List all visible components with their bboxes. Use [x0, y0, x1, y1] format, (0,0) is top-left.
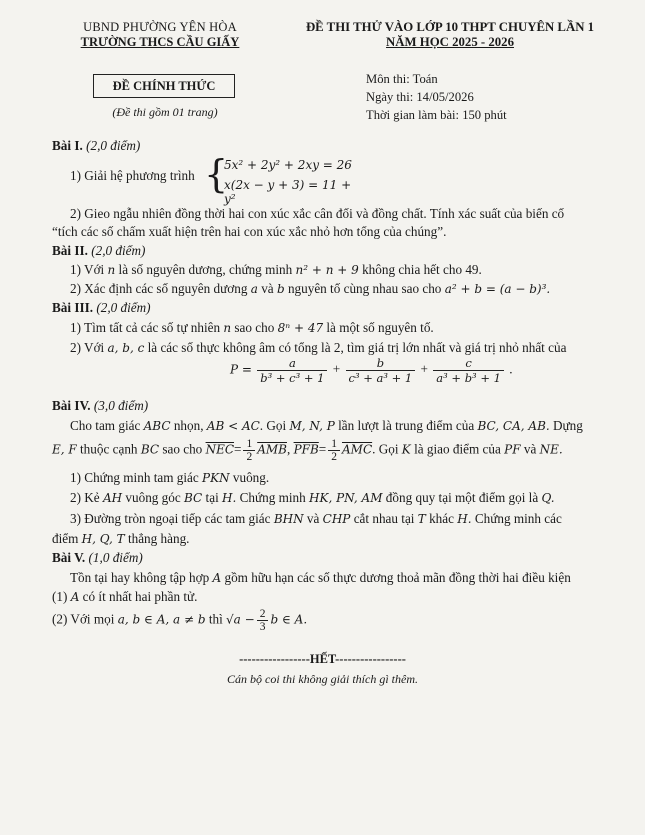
p-lhs: P = — [230, 362, 252, 377]
half-frac-2 — [328, 438, 340, 463]
page-note: (Đề thi gồm 01 trang) — [112, 105, 218, 119]
bai5-c1-var: A — [70, 590, 80, 604]
bai4-mnp: M, N, P — [289, 419, 335, 433]
exam-meta — [366, 70, 507, 124]
bai4-bhn: BHN — [273, 512, 304, 526]
bai5-points: (1,0 điểm) — [88, 550, 143, 565]
arc-pfb: $\overline{PFB}$ — [293, 442, 319, 457]
system-eq2: x(2x − y + 3) = 11 + y² — [224, 178, 352, 206]
bai5-c1-b: có ít nhất hai phần tử. — [82, 589, 198, 604]
p-period: . — [509, 361, 513, 377]
bai5-c2-tail: b ∈ A. — [270, 612, 308, 627]
bai2-q2-b: và — [261, 281, 274, 296]
bai4-q2-a: 2) Kẻ — [70, 490, 100, 505]
half-den-2: 2 — [331, 451, 337, 463]
bai1-q1-text: 1) Giải hệ phương trình — [70, 168, 195, 183]
bai4-ah: AH — [102, 491, 123, 505]
bai5-frac — [257, 608, 269, 633]
bai3-q1-expr: 8ⁿ + 47 — [277, 321, 324, 335]
bai3-q2-a: 2) Với — [70, 340, 105, 355]
bai3-q2 — [70, 340, 566, 356]
bai4-q2-b: vuông góc — [125, 490, 181, 505]
bai4-ef: E, F — [52, 442, 77, 457]
bai2-q1 — [70, 262, 482, 278]
p-num-1: a — [257, 356, 327, 371]
equation-system — [204, 152, 364, 206]
bai3-q1-var: n — [223, 321, 232, 335]
arc-amc: $\overline{AMC}$ — [341, 442, 373, 457]
bai4-intro2-b: sao cho — [162, 441, 203, 457]
bai3-points: (2,0 điểm) — [96, 300, 151, 315]
bai4-q3-line2-b: thẳng hàng. — [127, 531, 190, 546]
exam-date: Ngày thi: 14/05/2026 — [366, 90, 474, 104]
bai3-heading — [52, 300, 151, 316]
bai4-intro1-a: Cho tam giác — [70, 418, 141, 433]
bai5-frac-num: 2 — [257, 608, 269, 621]
bai3-q1-b: sao cho — [234, 320, 275, 335]
bai4-ne: NE. — [539, 442, 563, 457]
bai5-cond1 — [52, 589, 197, 605]
bai4-pf: PF — [504, 442, 521, 457]
bai4-intro1-d: lần lượt là trung điểm của — [338, 418, 475, 433]
bai4-intro2-and: và — [523, 441, 537, 457]
bai4-q2-c: tại — [205, 490, 219, 505]
bai4-q3-and: và — [306, 511, 320, 526]
bai4-q1-a: 1) Chứng minh tam giác — [70, 470, 199, 485]
school-name: TRƯỜNG THCS CẦU GIẤY — [80, 35, 240, 49]
bai4-q2-d: Chứng minh — [239, 490, 306, 505]
p-den-2: c³ + a³ + 1 — [348, 371, 413, 385]
bai3-q1-c: là một số nguyên tố. — [326, 320, 434, 335]
bai4-intro2-a: thuộc cạnh — [80, 441, 138, 457]
exam-duration: Thời gian làm bài: 150 phút — [366, 108, 507, 122]
bai3-q2-b: là các số thực không âm có tổng là 2, tìm giá trị lớn nhất và giá trị nhỏ nhất của — [147, 340, 567, 355]
bai4-intro-line2 — [52, 438, 563, 463]
system-eq1: 5x² + 2y² + 2xy = 26 — [224, 158, 352, 172]
half-num-2: 1 — [328, 438, 340, 451]
bai5-intro-var: A — [212, 571, 222, 585]
p-plus-2: + — [420, 361, 428, 377]
comma-1: , — [286, 441, 291, 457]
bai4-q3-c: khác — [429, 511, 454, 526]
subject: Môn thi: Toán — [366, 72, 438, 86]
end-mark: -----------------HẾT----------------- — [239, 652, 406, 666]
p-num-2: b — [346, 356, 416, 371]
bai3-q2-vars: a, b, c — [107, 341, 145, 355]
bai2-q1-b: là số nguyên dương, chứng minh — [118, 262, 293, 277]
bai5-c2-sqrt: √a − — [226, 612, 255, 627]
bai2-q2-var-a: a — [250, 282, 258, 296]
bai4-q3-line2 — [52, 531, 189, 547]
bai4-title: Bài IV. — [52, 398, 91, 413]
bai1-q2-line1: 2) Gieo ngẫu nhiên đồng thời hai con xúc xắc cân đối và đồng chất. Tính xác suất của biến cố — [70, 206, 565, 221]
bai5-c2-a: (2) Với mọi — [52, 611, 115, 627]
bai1-heading — [52, 138, 140, 154]
bai4-abc: ABC — [143, 419, 171, 433]
bai5-intro-a: Tồn tại hay không tập hợp — [70, 570, 210, 585]
bai5-title: Bài V. — [52, 550, 86, 565]
half-den-1: 2 — [246, 451, 253, 463]
authority-name: UBND PHƯỜNG YÊN HÒA — [83, 20, 237, 34]
bai4-intro1-c: . Gọi — [259, 418, 287, 433]
bai4-intro2-c: . Gọi — [372, 441, 399, 457]
bai5-heading — [52, 550, 143, 566]
bai4-ineq: AB < AC — [206, 419, 260, 433]
p-formula — [230, 356, 513, 385]
p-den-1: b³ + c³ + 1 — [260, 371, 325, 385]
bai4-heading — [52, 398, 148, 414]
p-frac-3 — [433, 356, 504, 385]
bai5-c1-a: (1) — [52, 589, 68, 604]
bai4-t: T — [417, 512, 426, 526]
bai4-intro1-b: nhọn, — [173, 418, 204, 433]
bai4-q2-lines: HK, PN, AM — [309, 491, 383, 505]
bai2-points: (2,0 điểm) — [91, 243, 146, 258]
bai4-q3-b: cắt nhau tại — [353, 511, 415, 526]
bai2-q2-a: 2) Xác định các số nguyên dương — [70, 281, 248, 296]
bai4-k: K — [401, 442, 411, 457]
header-right — [290, 20, 610, 50]
half-frac-1 — [243, 438, 255, 463]
bai5-frac-den: 3 — [259, 621, 266, 633]
bai4-sides: BC, CA, AB. — [477, 419, 550, 433]
bai1-points: (2,0 điểm) — [86, 138, 141, 153]
bai4-q2-e: đồng quy tại một điểm gọi là — [385, 490, 539, 505]
bai3-q1-a: 1) Tìm tất cả các số tự nhiên — [70, 320, 221, 335]
bai1-q2-line2: “tích các số chấm xuất hiện trên hai con xúc xắc nhỏ hơn tổng của chúng”. — [52, 224, 447, 239]
bai4-q1 — [70, 470, 269, 486]
bai4-q2 — [70, 490, 555, 506]
bai5-intro-b: gồm hữu hạn các số thực dương thoả mãn đồng thời hai điều kiện — [224, 570, 571, 585]
bai4-intro1-e: Dựng — [553, 418, 583, 433]
bai4-pkn: PKN — [202, 471, 230, 485]
bai5-cond2 — [52, 608, 307, 633]
arc-nec: $\overline{NEC}$ — [205, 442, 235, 457]
bai2-title: Bài II. — [52, 243, 88, 258]
eq-1: = — [234, 441, 242, 457]
bai4-hqt: H, Q, T — [81, 532, 125, 546]
bai2-q1-var: n — [107, 263, 116, 277]
bai3-title: Bài III. — [52, 300, 94, 315]
bai4-q3-line1 — [70, 511, 562, 527]
bai1-title: Bài I. — [52, 138, 83, 153]
bai4-q2-h: H. — [222, 491, 237, 505]
p-frac-1 — [257, 356, 327, 385]
bai4-q3-d: Chứng minh các — [474, 511, 562, 526]
system-brace: { — [204, 152, 229, 196]
bai4-q3-line2-a: điểm — [52, 531, 79, 546]
bai4-q3-a: 3) Đường tròn ngoại tiếp các tam giác — [70, 511, 271, 526]
eq-2: = — [318, 441, 327, 457]
bai2-q1-expr: n² + n + 9 — [295, 263, 359, 277]
bai3-q1 — [70, 320, 434, 336]
bai5-c2-cond: a, b ∈ A, a ≠ b — [117, 612, 206, 627]
bai4-q2-bc: BC — [184, 491, 203, 505]
bai4-points: (3,0 điểm) — [93, 398, 149, 413]
bai4-intro-line1 — [70, 418, 583, 434]
header-left — [60, 20, 260, 50]
bai2-q1-a: 1) Với — [70, 262, 105, 277]
bai2-q2-c: nguyên tố cùng nhau sao cho — [287, 281, 442, 296]
bai4-chp: CHP — [322, 512, 351, 526]
bai5-c2-b: thì — [208, 611, 223, 627]
p-den-3: a³ + b³ + 1 — [436, 371, 501, 385]
bai4-intro2-d: là giao điểm của — [414, 441, 501, 457]
bai2-q2 — [70, 281, 550, 297]
bai4-bc: BC — [140, 442, 160, 457]
p-num-3: c — [433, 356, 504, 371]
bai5-intro — [70, 570, 571, 586]
exam-title: ĐỀ THI THỬ VÀO LỚP 10 THPT CHUYÊN LẦN 1 — [305, 20, 595, 34]
arc-amb: $\overline{AMB}$ — [257, 442, 287, 457]
bai2-q2-var-b: b — [276, 282, 285, 296]
bai2-heading — [52, 243, 145, 259]
half-num-1: 1 — [243, 438, 255, 451]
bai4-q3-h: H. — [457, 512, 472, 526]
p-plus-1: + — [332, 361, 341, 377]
bai2-q2-expr: a² + b = (a − b)³. — [444, 282, 551, 296]
p-frac-2 — [346, 356, 416, 385]
official-label-box: ĐỀ CHÍNH THỨC — [93, 74, 235, 98]
school-year: NĂM HỌC 2025 - 2026 — [386, 35, 514, 49]
bai2-q1-c: không chia hết cho 49. — [362, 262, 482, 277]
bai4-q2-q: Q. — [541, 491, 555, 505]
bai4-q1-b: vuông. — [232, 470, 270, 485]
proctor-footnote: Cán bộ coi thi không giải thích gì thêm. — [227, 672, 418, 686]
